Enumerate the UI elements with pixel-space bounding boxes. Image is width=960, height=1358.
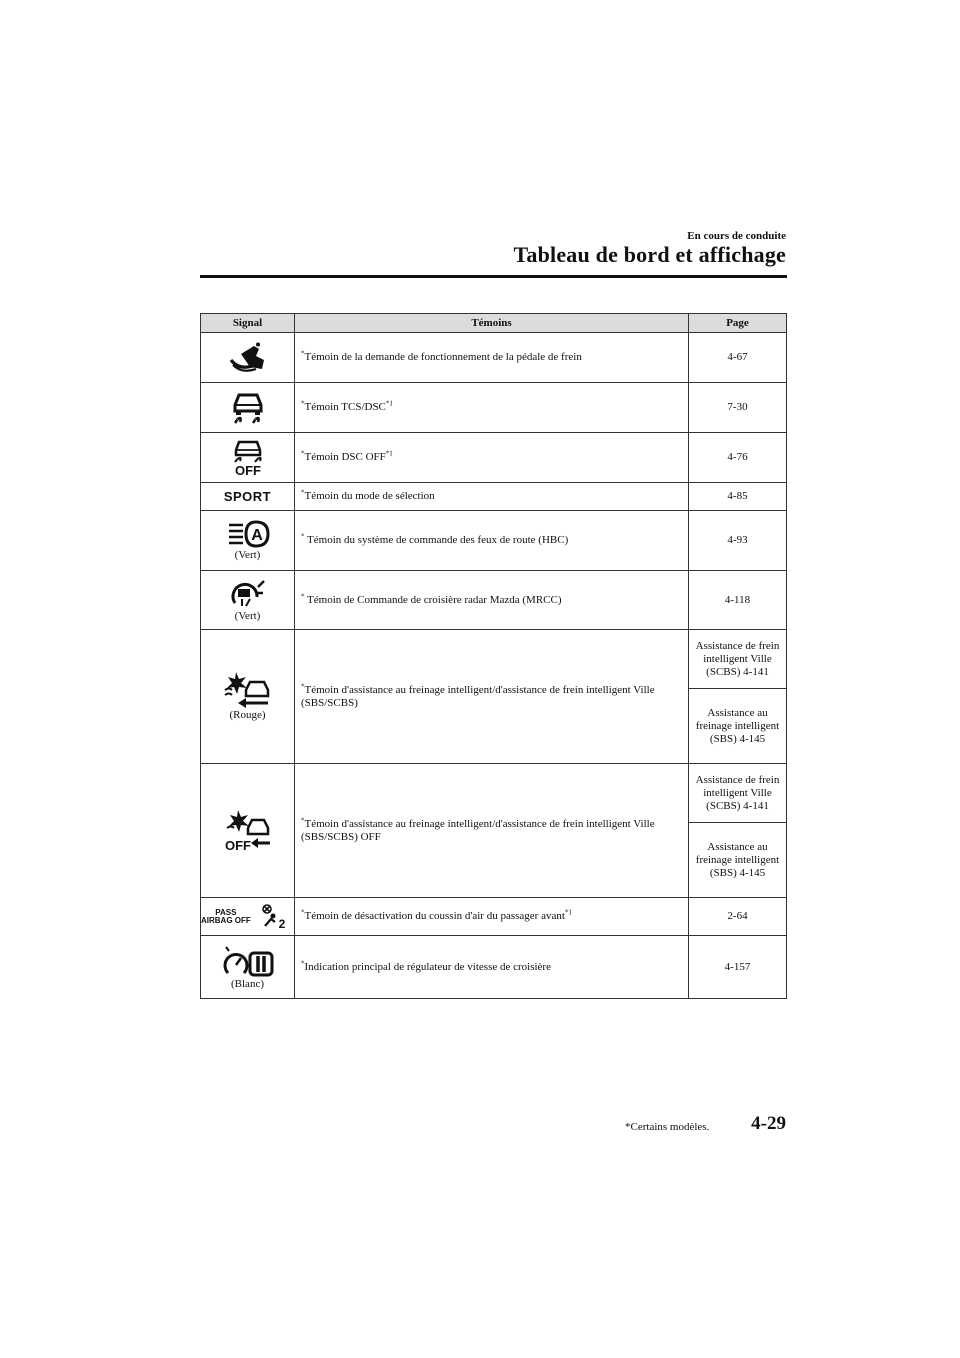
smart-brake-support-off-icon xyxy=(201,810,294,852)
page-cell: 2-64 xyxy=(689,898,787,936)
page-cell: Assistance au freinage intelligent (SBS) 4-145 xyxy=(689,689,787,764)
table-header-row xyxy=(201,314,787,333)
table-row xyxy=(201,571,787,630)
description-cell: *Témoin de la demande de fonctionnement de la pédale de frein xyxy=(295,333,689,383)
description-cell: *Témoin d'assistance au freinage intelligent/d'assistance de frein intelligent Ville (SBS/SCBS) OFF xyxy=(295,764,689,898)
description-cell: *Témoin du mode de sélection xyxy=(295,483,689,511)
page-cell: 7-30 xyxy=(689,383,787,433)
svg-text:OFF: OFF xyxy=(234,462,261,476)
signal-cell xyxy=(201,936,295,999)
page-cell: 4-118 xyxy=(689,571,787,630)
page-number: 4-29 xyxy=(751,1113,786,1134)
mrcc-radar-cruise-icon xyxy=(201,579,294,609)
signal-cell xyxy=(201,433,295,483)
column-header-page: Page xyxy=(689,314,787,333)
signal-cell xyxy=(201,333,295,383)
signal-cell xyxy=(201,764,295,898)
signal-cell xyxy=(201,571,295,630)
signal-cell xyxy=(201,483,295,511)
page-cell: 4-93 xyxy=(689,511,787,571)
signal-color-caption: (Vert) xyxy=(234,609,261,622)
page-cell: Assistance de frein intelligent Ville (SCBS) 4-141 xyxy=(689,764,787,823)
page-cell: 4-67 xyxy=(689,333,787,383)
signal-color-caption: (Rouge) xyxy=(229,709,266,721)
description-cell: * Témoin du système de commande des feux de route (HBC) xyxy=(295,511,689,571)
signal-cell xyxy=(201,511,295,571)
signal-color-caption: (Blanc) xyxy=(231,977,264,990)
brake-pedal-demand-icon xyxy=(201,342,294,374)
passenger-airbag-off-icon: PASS AIRBAG OFF 2 xyxy=(201,904,294,930)
table-row xyxy=(201,433,787,483)
page-cell: Assistance de frein intelligent Ville (SCBS) 4-141 xyxy=(689,630,787,689)
signal-cell xyxy=(201,383,295,433)
table-row xyxy=(201,630,787,689)
signal-cell xyxy=(201,630,295,764)
description-cell: *Témoin de désactivation du coussin d'air du passager avant$^{*1}$ xyxy=(295,898,689,936)
footnote: *Certains modèles. xyxy=(625,1121,710,1133)
table-row xyxy=(201,383,787,433)
dsc-off-icon xyxy=(201,440,294,476)
table-row xyxy=(201,898,787,936)
description-cell: *Témoin d'assistance au freinage intelligent/d'assistance de frein intelligent Ville (SBS/SCBS) xyxy=(295,630,689,764)
column-header-temoins: Témoins xyxy=(295,314,689,333)
signal-cell xyxy=(201,898,295,936)
section-label: En cours de conduite xyxy=(687,230,786,242)
smart-brake-support-icon xyxy=(201,672,294,708)
table-row xyxy=(201,333,787,383)
tcs-dsc-icon xyxy=(201,391,294,425)
signal-color-caption: (Vert) xyxy=(234,549,261,561)
svg-text:A: A xyxy=(250,527,263,544)
svg-text:2: 2 xyxy=(279,916,286,930)
table-row xyxy=(201,511,787,571)
column-header-signal: Signal xyxy=(201,314,295,333)
indicator-table xyxy=(200,313,787,999)
svg-text:OFF: OFF xyxy=(224,837,251,852)
page-cell: 4-85 xyxy=(689,483,787,511)
page-title: Tableau de bord et affichage xyxy=(513,242,786,267)
header-rule xyxy=(200,275,787,278)
page-cell: Assistance au freinage intelligent (SBS) 4-145 xyxy=(689,823,787,898)
cruise-main-indication-icon xyxy=(201,945,294,977)
table-row xyxy=(201,764,787,823)
description-cell: *Indication principal de régulateur de vitesse de croisière xyxy=(295,936,689,999)
table-row xyxy=(201,483,787,511)
description-cell: * Témoin de Commande de croisière radar Mazda (MRCC) xyxy=(295,571,689,630)
sport-mode-icon: SPORT xyxy=(223,489,272,504)
table-row xyxy=(201,936,787,999)
page-cell: 4-157 xyxy=(689,936,787,999)
page-cell: 4-76 xyxy=(689,433,787,483)
description-cell: *Témoin TCS/DSC$^{*1}$ xyxy=(295,383,689,433)
hbc-auto-headlight-icon xyxy=(201,520,294,548)
description-cell: *Témoin DSC OFF$^{*1}$ xyxy=(295,433,689,483)
